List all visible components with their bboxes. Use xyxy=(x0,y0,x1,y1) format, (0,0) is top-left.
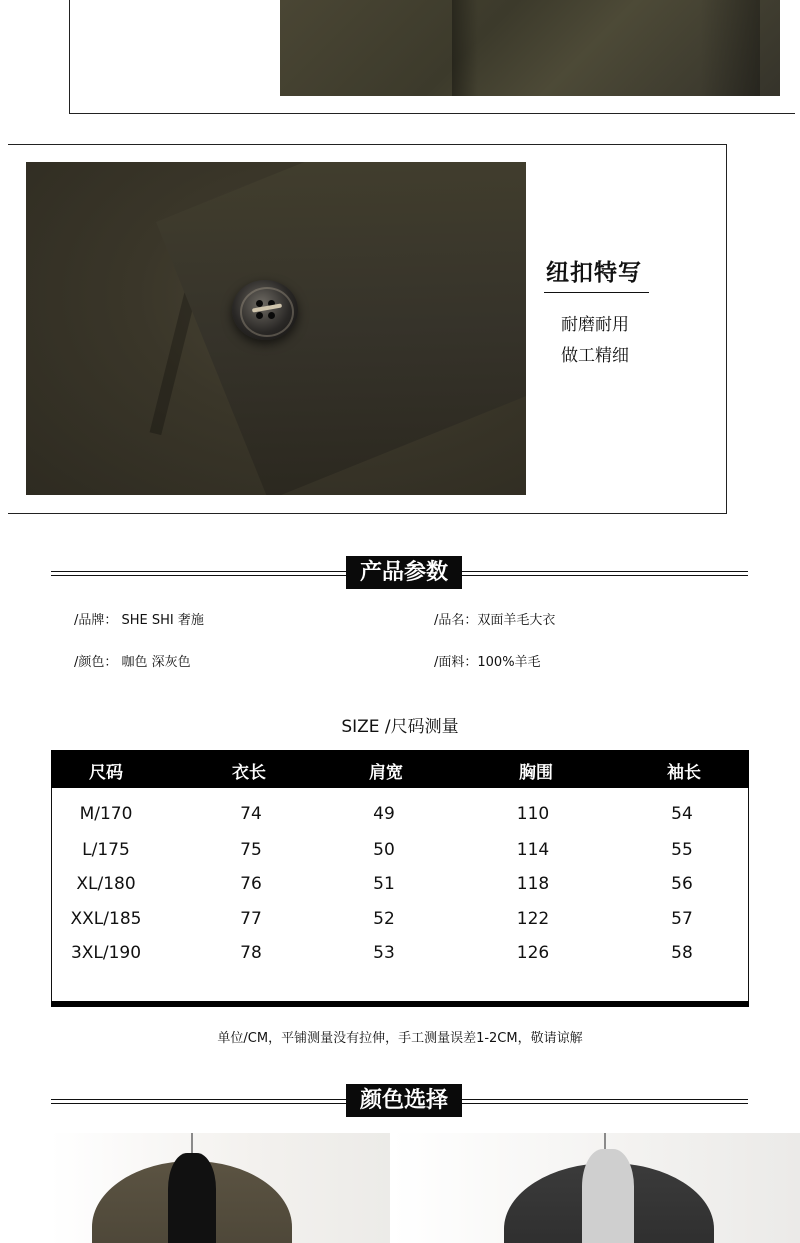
table-cell: 49 xyxy=(373,804,395,824)
color-option-darkgray[interactable] xyxy=(392,1133,800,1243)
table-cell: L/175 xyxy=(82,840,130,860)
table-cell: 50 xyxy=(373,840,395,860)
param-material: /面料：100%羊毛 xyxy=(434,655,541,670)
size-title: SIZE /尺码测量 xyxy=(341,717,459,737)
col-length: 衣长 xyxy=(232,763,266,783)
table-cell: 57 xyxy=(671,909,693,929)
table-cell: XXL/185 xyxy=(70,909,142,929)
gray-turtleneck xyxy=(582,1149,634,1243)
params-header: 产品参数 xyxy=(346,556,462,589)
table-cell: 122 xyxy=(516,909,550,929)
button-closeup-photo xyxy=(26,162,526,495)
table-cell: 56 xyxy=(671,874,693,894)
detail-title: 纽扣特写 xyxy=(546,260,642,286)
measurement-note: 单位/CM，平铺测量没有拉伸，手工测量误差1-2CM，敬请谅解 xyxy=(217,1031,583,1046)
detail-line-craft: 做工精细 xyxy=(561,346,629,366)
table-cell: 74 xyxy=(240,804,262,824)
table-cell: 110 xyxy=(516,804,550,824)
size-table-bottom-bar xyxy=(51,1001,749,1007)
table-cell: 51 xyxy=(373,874,395,894)
table-cell: 55 xyxy=(671,840,693,860)
col-sleeve: 袖长 xyxy=(667,763,701,783)
table-cell: XL/180 xyxy=(76,874,136,894)
black-turtleneck xyxy=(168,1153,216,1243)
button-hole xyxy=(256,312,263,319)
col-size: 尺码 xyxy=(89,763,123,783)
table-cell: 52 xyxy=(373,909,395,929)
table-cell: 77 xyxy=(240,909,262,929)
table-cell: 3XL/190 xyxy=(70,943,142,963)
table-cell: 118 xyxy=(516,874,550,894)
detail-line-durable: 耐磨耐用 xyxy=(561,315,629,335)
table-cell: 76 xyxy=(240,874,262,894)
detail-divider xyxy=(544,292,649,293)
param-color: /颜色： 咖色 深灰色 xyxy=(74,655,191,670)
table-cell: 54 xyxy=(671,804,693,824)
coat-button-icon xyxy=(232,280,298,340)
table-cell: 53 xyxy=(373,943,395,963)
button-rim xyxy=(240,287,294,337)
button-hole xyxy=(268,312,275,319)
col-shoulder: 肩宽 xyxy=(369,763,403,783)
color-option-brown[interactable] xyxy=(50,1133,390,1243)
param-brand: /品牌： SHE SHI 奢施 xyxy=(74,613,204,628)
colors-header: 颜色选择 xyxy=(346,1084,462,1117)
col-chest: 胸围 xyxy=(519,763,553,783)
table-cell: 114 xyxy=(516,840,550,860)
coat-photo-top xyxy=(280,0,780,96)
table-cell: 75 xyxy=(240,840,262,860)
table-cell: 58 xyxy=(671,943,693,963)
table-cell: M/170 xyxy=(79,804,133,824)
table-cell: 126 xyxy=(516,943,550,963)
coat-fold xyxy=(700,0,760,96)
coat-seam xyxy=(452,0,478,96)
coat-lapel xyxy=(156,162,526,495)
param-name: /品名：双面羊毛大衣 xyxy=(434,613,556,628)
table-cell: 78 xyxy=(240,943,262,963)
